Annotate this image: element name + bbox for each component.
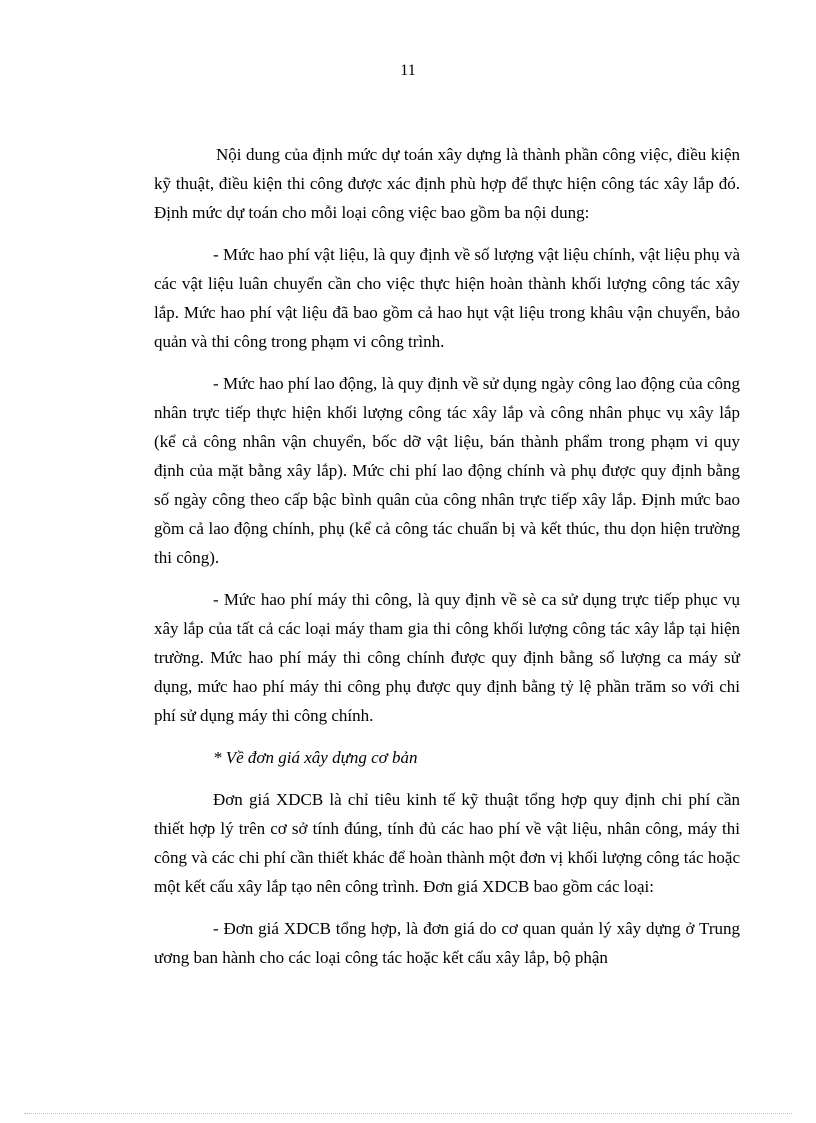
paragraph-material-cost: - Mức hao phí vật liệu, là quy định về số lượng vật liệu chính, vật liệu phụ và các vật liệu luân chuyển cần cho việc thực hiện hoàn thành khối lượng công tác xây lắp. Mức hao phí vật liệu đã bao gồm cả hao hụt vật liệu trong khâu vận chuyển, bảo quản và thi công trong phạm vi công trình.	[154, 245, 740, 351]
paragraph-labor-cost: - Mức hao phí lao động, là quy định về sử dụng ngày công lao động của công nhân trực tiếp thực hiện khối lượng công tác xây lắp và công nhân phục vụ xây lắp (kể cả công nhân vận chuyển, bốc dỡ vật liệu, bán thành phẩm trong phạm vi quy định của mặt bằng xây lắp). Mức chi phí lao động chính và phụ được quy định bằng số ngày công theo cấp bậc bình quân của công nhân trực tiếp xây lắp. Định mức bao gồm cả lao động chính, phụ (kể cả công tác chuẩn bị và kết thúc, thu dọn hiện trường thi công).	[154, 374, 740, 567]
page-number: 11	[400, 62, 416, 79]
paragraph-machine-cost: - Mức hao phí máy thi công, là quy định về sè ca sử dụng trực tiếp phục vụ xây lắp của tất cả các loại máy tham gia thi công khối lượng công tác xây lắp tại hiện trường. Mức hao phí máy thi công chính được quy định bằng số lượng ca máy sử dụng, mức hao phí máy thi công phụ được quy định bằng tỷ lệ phần trăm so với chi phí sử dụng máy thi công chính.	[154, 590, 740, 725]
body-text	[154, 140, 740, 985]
paragraph-unit-price-definition: Đơn giá XDCB là chỉ tiêu kinh tế kỹ thuật tổng hợp quy định chi phí cần thiết hợp lý trên cơ sở tính đúng, tính đủ các hao phí về vật liệu, nhân công, máy thi công và các chi phí cần thiết khác để hoàn thành một đơn vị khối lượng công tác hoặc một kết cấu xây lắp tạo nên công trình. Đơn giá XDCB bao gồm các loại:	[154, 790, 740, 896]
paragraph-general-unit-price: - Đơn giá XDCB tổng hợp, là đơn giá do cơ quan quản lý xây dựng ở Trung ương ban hành cho các loại công tác hoặc kết cấu xây lắp, bộ phận	[154, 919, 740, 967]
page-bottom-divider	[24, 1113, 792, 1114]
paragraph-intro: Nội dung của định mức dự toán xây dựng là thành phần công việc, điều kiện kỹ thuật, điều kiện thi công được xác định phù hợp để thực hiện công tác xây lắp đó. Định mức dự toán cho mỗi loại công việc bao gồm ba nội dung:	[154, 145, 740, 222]
section-heading-unit-price: * Về đơn giá xây dựng cơ bản	[213, 748, 418, 767]
